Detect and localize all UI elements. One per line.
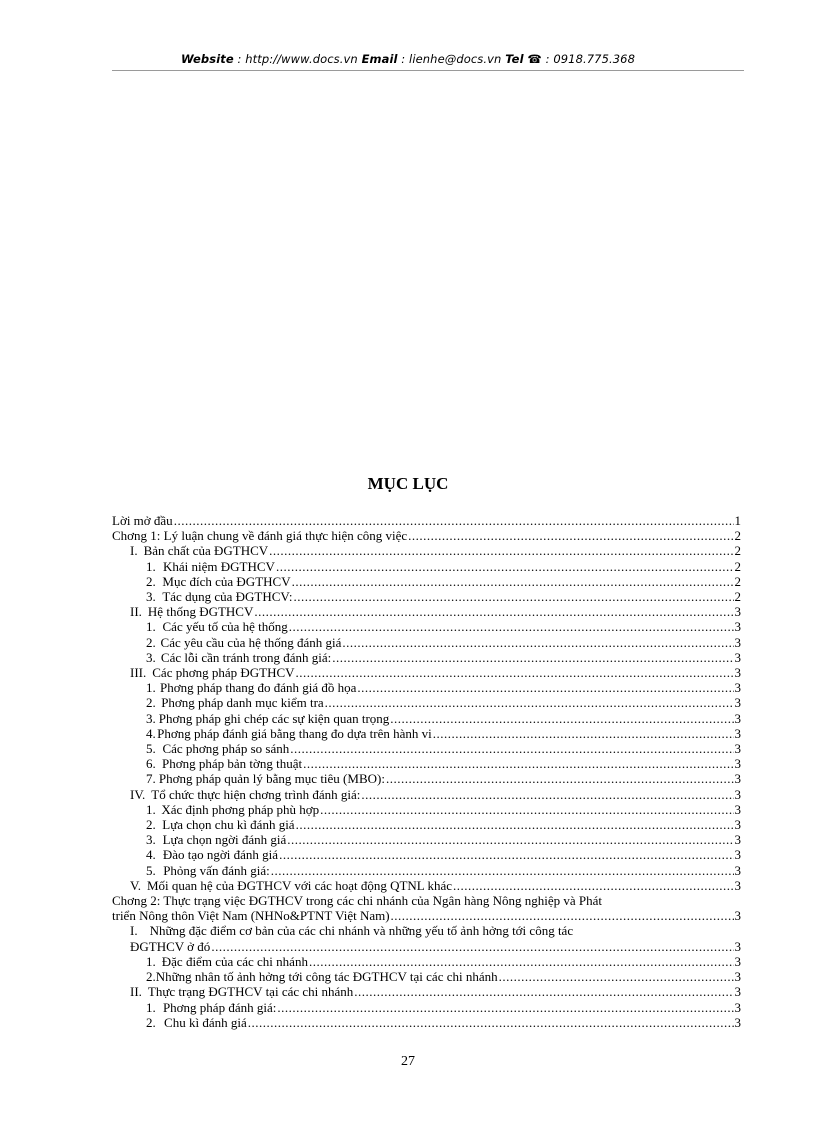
toc-entry[interactable]	[112, 802, 741, 817]
toc-dot-leader	[254, 604, 733, 619]
toc-entry-number: 3.	[146, 649, 156, 665]
toc-entry[interactable]	[112, 604, 741, 619]
website-label: Website	[180, 52, 234, 66]
toc-entry-number: II.	[130, 984, 142, 1000]
toc-dot-leader	[292, 574, 734, 589]
toc-entry-label: Phơng pháp ghi chép các sự kiện quan trọng	[158, 710, 390, 726]
toc-entry-continuation[interactable]	[112, 939, 741, 954]
toc-page-number: 3	[734, 801, 741, 817]
toc-page-number: 3	[734, 862, 741, 878]
toc-dot-leader	[296, 665, 734, 680]
toc-dot-leader	[342, 635, 733, 650]
toc-entry-label: Lời mở đầu	[112, 513, 173, 528]
toc-entry[interactable]	[112, 756, 741, 771]
toc-page-number: 3	[734, 756, 741, 772]
toc-dot-leader	[390, 711, 733, 726]
toc-entry-label: Thực trạng ĐGTHCV tại các chi nhánh	[147, 984, 354, 1000]
toc-page-number: 3	[734, 908, 741, 924]
toc-page-number: 3	[734, 877, 741, 893]
toc-dot-leader	[325, 695, 734, 710]
toc-entry-label: Phơng pháp bản tờng thuật	[161, 756, 303, 772]
toc-entry[interactable]	[112, 513, 741, 528]
toc-dot-leader	[499, 969, 734, 984]
toc-dot-leader	[269, 543, 733, 558]
toc-entry-number: 2.	[146, 969, 156, 985]
toc-page-number: 3	[734, 710, 741, 726]
toc-dot-leader	[174, 513, 734, 528]
toc-page-number: 3	[734, 832, 741, 848]
toc-entry[interactable]	[112, 878, 741, 893]
page-header	[0, 52, 816, 66]
toc-page-number: 2	[734, 558, 741, 574]
toc-entry[interactable]	[112, 619, 741, 634]
toc-entry-label: Bản chất của ĐGTHCV	[143, 543, 269, 559]
toc-dot-leader	[271, 863, 734, 878]
toc-entry-number: 2.	[146, 634, 156, 650]
toc-page-number: 3	[734, 695, 741, 711]
table-of-contents	[112, 513, 741, 1030]
toc-dot-leader	[332, 650, 733, 665]
toc-entry-number: 1.	[146, 953, 156, 969]
toc-entry-number: 2.	[146, 817, 156, 833]
toc-entry-number: 1.	[146, 680, 156, 696]
toc-page-number: 3	[734, 680, 741, 696]
toc-entry-number: 2.	[146, 1014, 156, 1030]
toc-entry-number: 1.	[146, 558, 156, 574]
toc-entry-label: Phơng pháp thang đo đánh giá đồ họa	[159, 680, 357, 696]
toc-entry[interactable]	[112, 711, 741, 726]
toc-entry-number: 4.	[146, 847, 156, 863]
toc-page-number: 3	[734, 847, 741, 863]
toc-entry-label: Các yếu tố của hệ thống	[162, 619, 288, 635]
page-title: MỤC LỤC	[367, 474, 449, 493]
toc-entry[interactable]	[112, 984, 741, 999]
toc-entry-number: 4.	[146, 725, 156, 741]
toc-page-number: 3	[734, 604, 741, 620]
toc-dot-leader	[361, 787, 733, 802]
toc-entry-label: ĐGTHCV ở đó	[130, 938, 211, 954]
toc-entry-label: Mục đích của ĐGTHCV	[162, 573, 291, 589]
phone-icon: ☎	[527, 52, 542, 66]
toc-page-number: 3	[734, 741, 741, 757]
page-number: 27	[401, 1054, 415, 1069]
toc-page-number: 3	[734, 999, 741, 1015]
toc-entry-number: 1.	[146, 619, 156, 635]
toc-entry-number: III.	[130, 665, 147, 681]
toc-dot-leader	[386, 771, 734, 786]
toc-entry[interactable]	[112, 528, 741, 543]
toc-entry-label: triển Nông thôn Việt Nam (NHNo&PTNT Việt Nam)	[112, 908, 390, 924]
toc-entry-label: Phơng pháp quản lý bằng mục tiêu (MBO):	[158, 771, 385, 787]
toc-entry-number: 5.	[146, 741, 156, 757]
toc-entry[interactable]	[112, 954, 741, 969]
toc-entry-label: Tác dụng của ĐGTHCV:	[162, 589, 293, 605]
toc-dot-leader	[357, 680, 733, 695]
toc-entry-label: Các phơng pháp ĐGTHCV	[152, 665, 295, 681]
toc-dot-leader	[309, 954, 734, 969]
toc-page-number: 3	[734, 786, 741, 802]
toc-page-number: 2	[734, 543, 741, 559]
toc-entry-label: Chơng 1: Lý luận chung về đánh giá thực hiện công việc	[112, 528, 408, 544]
toc-entry[interactable]	[112, 635, 741, 650]
toc-entry[interactable]	[112, 574, 741, 589]
tel-label: Tel	[505, 52, 524, 66]
toc-entry[interactable]	[112, 923, 741, 938]
toc-entry-number: 1.	[146, 999, 156, 1015]
toc-dot-leader	[248, 1015, 734, 1030]
toc-entry[interactable]	[112, 1000, 741, 1015]
toc-entry[interactable]	[112, 787, 741, 802]
toc-page-number: 3	[734, 619, 741, 635]
toc-entry[interactable]	[112, 726, 741, 741]
toc-entry-label: Các yêu cầu của hệ thống đánh giá	[160, 634, 342, 650]
toc-entry-label: Đào tạo ngời đánh giá	[162, 847, 279, 863]
toc-entry[interactable]	[112, 771, 741, 786]
toc-dot-leader	[276, 559, 734, 574]
toc-entry-number: 7.	[146, 771, 156, 787]
toc-entry-number: 2.	[146, 695, 156, 711]
toc-page-number: 2	[734, 589, 741, 605]
toc-entry-label: Phơng pháp danh mục kiểm tra	[161, 695, 324, 711]
toc-entry-label: Mối quan hệ của ĐGTHCV với các hoạt động QTNL khác	[146, 877, 453, 893]
toc-dot-leader	[293, 589, 733, 604]
toc-dot-leader	[453, 878, 733, 893]
toc-page-number: 3	[734, 938, 741, 954]
email-label: Email	[361, 52, 398, 66]
toc-dot-leader	[391, 908, 734, 923]
toc-entry[interactable]	[112, 1015, 741, 1030]
toc-entry-number: 3.	[146, 589, 156, 605]
toc-dot-leader	[296, 817, 734, 832]
toc-page-number: 3	[734, 771, 741, 787]
toc-page-number: 3	[734, 634, 741, 650]
toc-entry[interactable]	[112, 680, 741, 695]
toc-entry-label: Tổ chức thực hiện chơng trình đánh giá:	[151, 786, 361, 802]
tel-value: : 0918.775.368	[541, 52, 635, 66]
toc-dot-leader	[279, 847, 733, 862]
toc-entry[interactable]	[112, 741, 741, 756]
toc-entry-number: I.	[130, 543, 138, 559]
toc-entry[interactable]	[112, 893, 741, 908]
toc-entry-label: Khái niệm ĐGTHCV	[163, 558, 275, 574]
toc-dot-leader	[354, 984, 733, 999]
toc-entry-number: II.	[130, 604, 142, 620]
toc-entry-continuation[interactable]	[112, 908, 741, 923]
toc-entry[interactable]	[112, 817, 741, 832]
toc-entry-number: I.	[130, 923, 138, 939]
toc-page-number: 1	[734, 513, 741, 528]
toc-entry-number: IV.	[130, 786, 146, 802]
toc-page-number: 2	[734, 573, 741, 589]
toc-entry-number: V.	[130, 877, 141, 893]
toc-dot-leader	[320, 802, 733, 817]
toc-page-number: 3	[734, 649, 741, 665]
toc-entry[interactable]	[112, 543, 741, 558]
toc-entry[interactable]	[112, 695, 741, 710]
toc-entry-number: 6.	[146, 756, 156, 772]
toc-entry-label: Chơng 2: Thực trạng việc ĐGTHCV trong các chi nhánh của Ngân hàng Nông nghiệp và Phát	[112, 893, 602, 909]
toc-entry-number: 1.	[146, 801, 156, 817]
header-divider	[112, 70, 744, 71]
toc-entry-number: 3.	[146, 832, 156, 848]
toc-page-number: 3	[734, 725, 741, 741]
toc-dot-leader	[408, 528, 733, 543]
toc-entry-label: Phơng pháp đánh giá:	[162, 999, 277, 1015]
toc-page-number: 3	[734, 817, 741, 833]
toc-entry[interactable]	[112, 665, 741, 680]
toc-entry-label: Những nhân tố ảnh hởng tới công tác ĐGTHCV tại các chi nhánh	[155, 969, 498, 985]
toc-entry[interactable]	[112, 863, 741, 878]
toc-entry-number: 3.	[146, 710, 156, 726]
email-value: : lienhe@docs.vn	[397, 52, 506, 66]
toc-dot-leader	[290, 741, 733, 756]
toc-entry-label: Xác định phơng pháp phù hợp	[161, 801, 320, 817]
toc-dot-leader	[289, 619, 734, 634]
toc-dot-leader	[211, 939, 733, 954]
toc-page-number: 3	[734, 665, 741, 681]
toc-dot-leader	[303, 756, 733, 771]
toc-entry-label: Phỏng vấn đánh giá:	[163, 862, 270, 878]
website-value: : http://www.docs.vn	[233, 52, 362, 66]
toc-entry-label: Các lỗi cần tránh trong đánh giá:	[160, 649, 332, 665]
toc-entry[interactable]	[112, 559, 741, 574]
toc-entry[interactable]	[112, 847, 741, 862]
toc-page-number: 3	[734, 984, 741, 1000]
toc-entry[interactable]	[112, 969, 741, 984]
toc-entry-label: Lựa chọn chu kì đánh giá	[162, 817, 295, 833]
toc-entry-label: Lựa chọn ngời đánh giá	[162, 832, 287, 848]
toc-page-number: 3	[734, 953, 741, 969]
toc-entry-label: Các phơng pháp so sánh	[162, 741, 290, 757]
toc-entry[interactable]	[112, 650, 741, 665]
toc-page-number: 3	[734, 969, 741, 985]
toc-dot-leader	[433, 726, 734, 741]
toc-entry-label: Chu kì đánh giá	[164, 1014, 247, 1030]
toc-dot-leader	[277, 1000, 733, 1015]
toc-page-number: 2	[734, 528, 741, 544]
toc-entry-label: Phơng pháp đánh giá bằng thang đo dựa trên hành vi	[157, 725, 432, 741]
toc-entry-label: Những đặc điểm cơ bản của các chi nhánh và những yếu tố ảnh hởng tới công tác	[149, 923, 574, 939]
toc-entry-number: 5.	[146, 862, 156, 878]
toc-entry-number: 2.	[146, 573, 156, 589]
toc-dot-leader	[287, 832, 733, 847]
toc-entry-label: Hệ thống ĐGTHCV	[147, 604, 254, 620]
toc-entry[interactable]	[112, 589, 741, 604]
toc-entry[interactable]	[112, 832, 741, 847]
toc-entry-label: Đặc điểm của các chi nhánh	[161, 953, 308, 969]
toc-page-number: 3	[734, 1014, 741, 1030]
